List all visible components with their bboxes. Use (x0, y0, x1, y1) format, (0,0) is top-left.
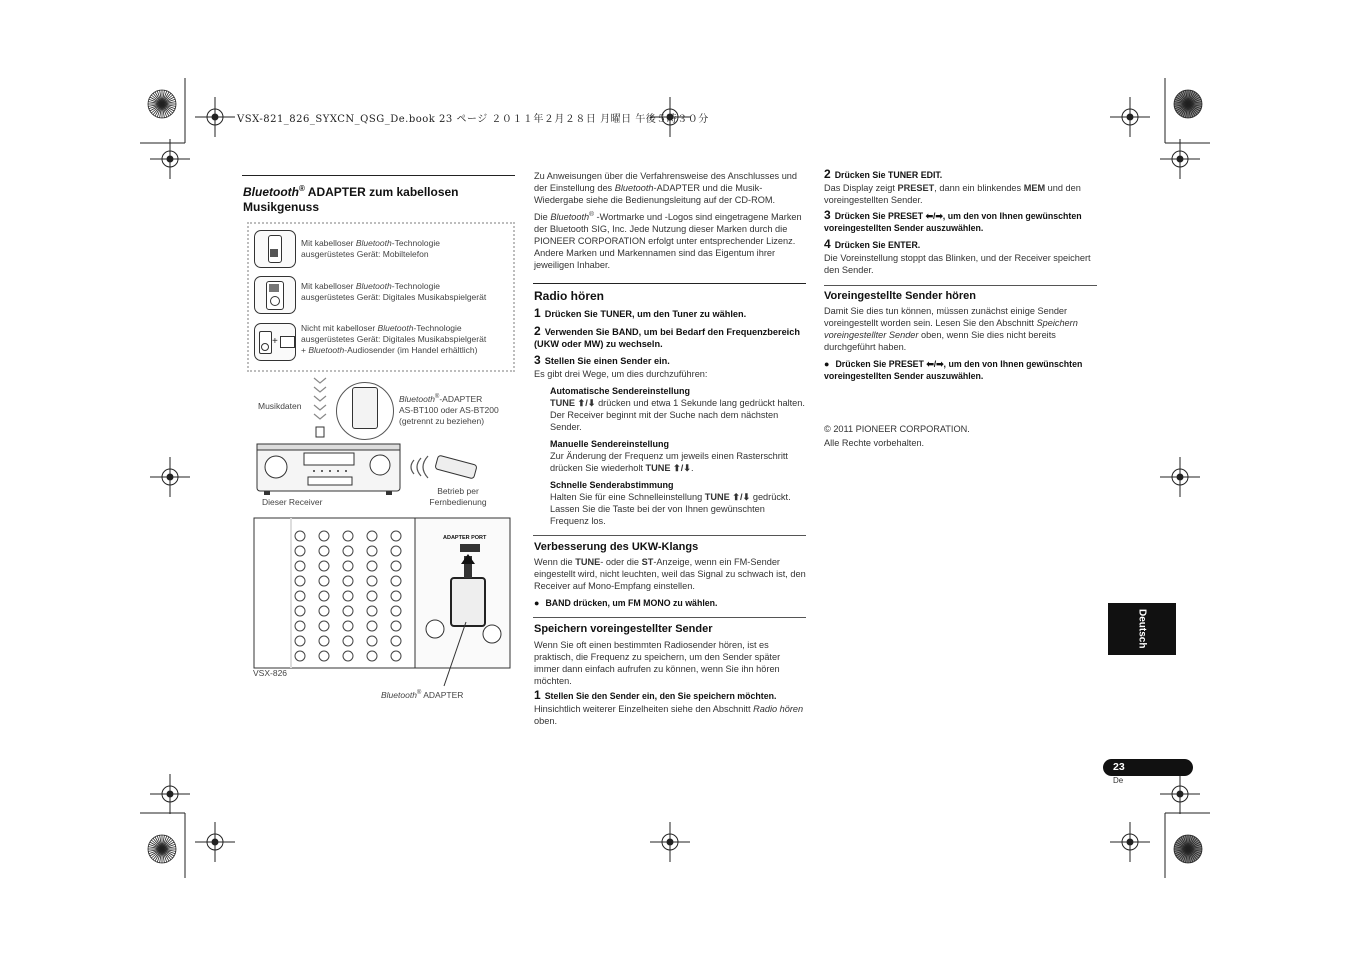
ukw-bullet (534, 597, 806, 609)
auto-tuning-title: Automatische Sendereinstellung (550, 386, 691, 396)
rca-jack-icon (391, 576, 401, 586)
s2-text: Drücken Sie TUNER EDIT. (834, 170, 943, 180)
device-text-2 (301, 281, 511, 303)
rca-jack-icon (319, 576, 329, 586)
remote-label-1: Betrieb per (437, 486, 479, 496)
manual-tuning-body (550, 450, 806, 474)
step3-text: Stellen Sie einen Sender ein. (544, 356, 670, 366)
rca-jack-icon (295, 561, 305, 571)
listen-pre: Damit Sie dies tun können, müssen zunächst einige Sender voreingestellt worden sein. Lesen Sie den Abschnitt (824, 306, 1068, 328)
preset-step-4 (824, 238, 1096, 251)
radio-step-2 (534, 325, 806, 350)
fast-pre: Halten Sie für eine Schnelleinstellung (550, 492, 705, 502)
remote-label (418, 486, 498, 508)
rca-jack-icon (367, 561, 377, 571)
rca-jack-icon (367, 546, 377, 556)
listen-em: Speichern voreingestellter Sender (824, 318, 1078, 340)
ukw-body (534, 556, 806, 592)
d1-line2: ausgerüstetes Gerät: Mobiltelefon (301, 249, 429, 259)
rca-jack-icon (391, 651, 401, 661)
radio-step-3 (534, 354, 806, 367)
preset-step-2-body (824, 182, 1096, 206)
registration-crosshair-icon (1110, 822, 1150, 862)
d1-post: -Technologie (391, 238, 440, 248)
rca-jack-icon (295, 576, 305, 586)
save-body: Wenn Sie oft einen bestimmten Radiosender hören, ist es praktisch, die Frequenz zu speichern, um den Sender später immer dann einfach aufrufen zu können, wenn Sie ihn hören möchten. (534, 640, 781, 686)
d3-em: Bluetooth (377, 323, 414, 333)
rca-jack-icon (391, 531, 401, 541)
listen-bullet (824, 358, 1096, 382)
rca-jack-icon (343, 651, 353, 661)
registration-star-icon (1174, 90, 1202, 118)
title-line2: Musikgenuss (243, 200, 320, 214)
man-end: . (691, 463, 694, 473)
receiver-front-illustration (256, 441, 402, 497)
adapter-sup: ® (434, 394, 440, 400)
registration-crosshair-icon (650, 822, 690, 862)
title-rest: ADAPTER zum kabellosen (304, 185, 459, 199)
man-bold: TUNE ⬆/⬇ (645, 463, 692, 473)
tuning-methods (550, 385, 806, 527)
save-title: Speichern voreingestellter Sender (534, 623, 713, 635)
step3-num: 3 (534, 353, 541, 367)
fast-tuning-title: Schnelle Senderabstimmung (550, 480, 674, 490)
title-bluetooth: Bluetooth (243, 185, 299, 199)
panel-adapter-port: ADAPTER PORT (443, 535, 487, 541)
device-text-3 (301, 323, 511, 356)
d2-line2: ausgerüstetes Gerät: Digitales Musikabspielgerät (301, 292, 487, 302)
registration-star-icon (148, 835, 176, 863)
rca-jack-icon (295, 621, 305, 631)
s2-pre: Das Display zeigt (824, 183, 898, 193)
rca-jack-icon (343, 636, 353, 646)
remote-label-2: Fernbedienung (429, 497, 487, 507)
listen-bullet-text: Drücken Sie PRESET ⬅/➡, um den von Ihnen gewünschten voreingestellten Sender auszuwählen. (824, 359, 1083, 381)
save-step1-body-text: Hinsichtlich weiterer Einzelheiten siehe den Abschnitt (534, 704, 754, 714)
rca-jack-icon (391, 561, 401, 571)
rca-jack-icon (367, 531, 377, 541)
registration-star-icon (148, 90, 176, 118)
ukw-bullet-text: BAND drücken, um FM MONO zu wählen. (545, 598, 718, 608)
radio-step-1 (534, 307, 806, 320)
manual-tuning-title: Manuelle Sendereinstellung (550, 439, 670, 449)
s2-b1: PRESET (897, 183, 935, 193)
d3-l3-em: Bluetooth (308, 345, 345, 355)
page-lang: De (1113, 776, 1124, 785)
callout-line (440, 620, 470, 690)
rca-jack-icon (343, 546, 353, 556)
save-step1-end: oben. (534, 716, 557, 726)
s2-b2: MEM (1023, 183, 1046, 193)
rca-jack-icon (367, 606, 377, 616)
rear-panel-illustration (252, 516, 514, 671)
s3-num: 3 (824, 208, 831, 222)
panel-model: VSX-826 (253, 668, 288, 678)
music-player-icon (254, 276, 296, 314)
s3-text: Drücken Sie PRESET ⬅/➡, um den von Ihnen gewünschten voreingestellten Sender auszuwählen. (824, 211, 1082, 233)
rca-jack-icon (295, 606, 305, 616)
bottom-adapter-label (381, 688, 463, 701)
man-text: Zur Änderung der Frequenz um jeweils einen Rasterschritt drücken Sie wiederholt (550, 451, 788, 473)
ukw-mid: - oder die (600, 557, 642, 567)
adapter-note: (getrennt zu beziehen) (399, 415, 485, 426)
rca-jack-icon (367, 621, 377, 631)
save-step-1 (534, 689, 806, 702)
title-reg: ® (299, 184, 305, 193)
page-number: 23 (1103, 759, 1193, 776)
adapter-em: Bluetooth (399, 393, 435, 404)
bluetooth-section-title (243, 181, 513, 215)
rca-jack-icon (343, 531, 353, 541)
save-step1-num: 1 (534, 688, 541, 702)
d3-l3-pre: + (301, 345, 309, 355)
ukw-b1: TUNE (575, 557, 601, 567)
signal-chevrons-icon (310, 376, 330, 438)
rca-jack-icon (367, 591, 377, 601)
preset-step-2 (824, 168, 1096, 181)
s4-text: Drücken Sie ENTER. (834, 240, 921, 250)
ukw-rule (533, 535, 806, 536)
radio-title: Radio hören (534, 289, 605, 303)
registration-star-icon (1174, 835, 1202, 863)
registration-crosshair-icon (1110, 97, 1150, 137)
registration-crosshair-icon (1160, 457, 1200, 497)
rca-jack-icon (391, 636, 401, 646)
listen-title: Voreingestellte Sender hören (824, 290, 977, 302)
rca-jack-icon (367, 636, 377, 646)
intro2-post: -Wortmarke und -Logos sind eingetragene Marken der Bluetooth SIG, Inc. Jede Nutzung dieser Marken durch die PIONEER CORPORATION erfolgt unter entsprechender Lizenz. Andere Marken und Markennamen sind das Eigentum ihrer jeweiligen Inhaber. (534, 212, 802, 271)
fast-tuning-body (550, 491, 806, 527)
listen-text: oben, wenn Sie dies nicht bereits durchgeführt haben. (824, 330, 1056, 352)
adapter-model: AS-BT100 oder AS-BT200 (399, 404, 499, 415)
bluetooth-adapter-icon (352, 387, 378, 429)
musikdaten-label: Musikdaten (258, 401, 302, 411)
intro-paragraph-1 (534, 170, 806, 206)
registration-crosshair-icon (150, 774, 190, 814)
auto-bold: TUNE ⬆/⬇ (550, 398, 596, 408)
auto-tuning-body (550, 397, 806, 433)
rca-jack-icon (343, 591, 353, 601)
bottom-em: Bluetooth (381, 689, 417, 700)
d3-pre: Nicht mit kabelloser (301, 323, 378, 333)
fast-text: gedrückt. Lassen Sie die Taste bei der von Ihnen gewünschten Frequenz los. (550, 492, 791, 526)
d3-post: -Technologie (413, 323, 462, 333)
ukw-text: -Anzeige, wenn ein FM-Sender eingestellt wird, nicht leuchten, weil das Signal zu schwach ist, den Receiver auf Mono-Empfang einstellen. (534, 557, 806, 591)
bottom-rest: ADAPTER (421, 689, 464, 700)
registration-crosshair-icon (195, 822, 235, 862)
rca-jack-icon (295, 651, 305, 661)
rca-jack-icon (343, 576, 353, 586)
rights-line: Alle Rechte vorbehalten. (824, 438, 925, 448)
receiver-label: Dieser Receiver (262, 497, 323, 507)
d2-em: Bluetooth (355, 281, 392, 291)
d3-line2: ausgerüstetes Gerät: Digitales Musikabspielgerät (301, 334, 487, 344)
rca-jack-icon (391, 546, 401, 556)
preset-step-3 (824, 209, 1096, 234)
registration-crosshair-icon (150, 457, 190, 497)
intro1-em: Bluetooth (614, 183, 654, 193)
step2-text: Verwenden Sie BAND, um bei Bedarf den Frequenzbereich (UKW oder MW) zu wechseln. (534, 327, 800, 349)
rca-jack-icon (295, 591, 305, 601)
step3-body: Es gibt drei Wege, um dies durchzuführen: (534, 369, 708, 379)
mobile-phone-icon (254, 230, 296, 268)
rca-jack-icon (319, 546, 329, 556)
rca-jack-icon (319, 636, 329, 646)
save-rule (533, 617, 806, 618)
intro-paragraph-2 (534, 209, 806, 271)
intro1-post: -ADAPTER und die Musik-Wiedergabe siehe die Bedienungsleitung auf der CD-ROM. (534, 183, 776, 205)
rca-jack-icon (319, 606, 329, 616)
rca-jack-icon (295, 546, 305, 556)
registration-crosshair-icon (150, 139, 190, 179)
rca-jack-icon (319, 621, 329, 631)
s4-num: 4 (824, 237, 831, 251)
d2-pre: Mit kabelloser (301, 281, 356, 291)
save-step1-em: Radio hören (753, 704, 804, 714)
copyright (824, 423, 1096, 449)
rca-jack-icon (319, 531, 329, 541)
listen-body (824, 305, 1096, 353)
step2-num: 2 (534, 324, 541, 338)
rca-jack-icon (319, 591, 329, 601)
adapter-rest: -ADAPTER (439, 393, 483, 404)
ukw-b2: ST (641, 557, 654, 567)
device-text-1 (301, 238, 511, 260)
intro2-sup: ® (589, 211, 594, 218)
rca-jack-icon (343, 606, 353, 616)
remote-control-icon (400, 454, 480, 486)
rca-jack-icon (319, 561, 329, 571)
d2-post: -Technologie (391, 281, 440, 291)
intro2-pre: Die (534, 212, 551, 223)
adapter-label (399, 392, 519, 427)
ukw-pre: Wenn die (534, 557, 576, 567)
d1-pre: Mit kabelloser (301, 238, 356, 248)
d1-em: Bluetooth (355, 238, 392, 248)
save-step1-text: Stellen Sie den Sender ein, den Sie speichern möchten. (544, 691, 777, 701)
rca-jack-icon (295, 531, 305, 541)
section-rule (242, 175, 515, 176)
rca-jack-icon (343, 561, 353, 571)
registration-crosshair-icon (1160, 774, 1200, 814)
rca-jack-icon (319, 651, 329, 661)
rca-jack-icon (391, 606, 401, 616)
bottom-sup: ® (416, 690, 422, 696)
radio-rule (533, 283, 806, 284)
intro1: Zu Anweisungen über die Verfahrensweise des Anschlusses und der Einstellung des (534, 171, 798, 193)
s2-num: 2 (824, 167, 831, 181)
rca-jack-icon (367, 576, 377, 586)
s2-text-body: und den voreingestellten Sender. (824, 183, 1081, 205)
registration-crosshair-icon (1160, 139, 1200, 179)
language-tab-label: Deutsch (1136, 609, 1148, 649)
rca-jack-icon (391, 621, 401, 631)
rca-jack-icon (343, 621, 353, 631)
step1-num: 1 (534, 306, 541, 320)
preset-step-4-body: Die Voreinstellung stoppt das Blinken, und der Receiver speichert den Sender. (824, 253, 1091, 275)
d3-l3-post: -Audiosender (im Handel erhältlich) (344, 345, 478, 355)
rca-jack-icon (367, 651, 377, 661)
print-header: VSX-821_826_SYXCN_QSG_De.book 23 ページ ２０１１年２月２８日 月曜日 午後５時３０分 (237, 114, 709, 125)
player-transmitter-icon: + (254, 323, 296, 361)
intro2-em: Bluetooth (550, 212, 590, 223)
rca-jack-icon (295, 636, 305, 646)
registration-crosshair-icon (195, 97, 235, 137)
auto-text: drücken und etwa 1 Sekunde lang gedrückt halten. Der Receiver beginnt mit der Suche nach dem nächsten Sender. (550, 398, 805, 432)
s2-mid: , dann ein blinkendes (934, 183, 1024, 193)
copyright-line: © 2011 PIONEER CORPORATION. (824, 424, 970, 434)
fast-bold: TUNE ⬆/⬇ (704, 492, 751, 502)
listen-rule (824, 285, 1097, 286)
step1-text: Drücken Sie TUNER, um den Tuner zu wählen. (544, 309, 747, 319)
save-step1-body (534, 703, 806, 727)
ukw-title: Verbesserung des UKW-Klangs (534, 541, 699, 553)
rca-jack-icon (391, 591, 401, 601)
